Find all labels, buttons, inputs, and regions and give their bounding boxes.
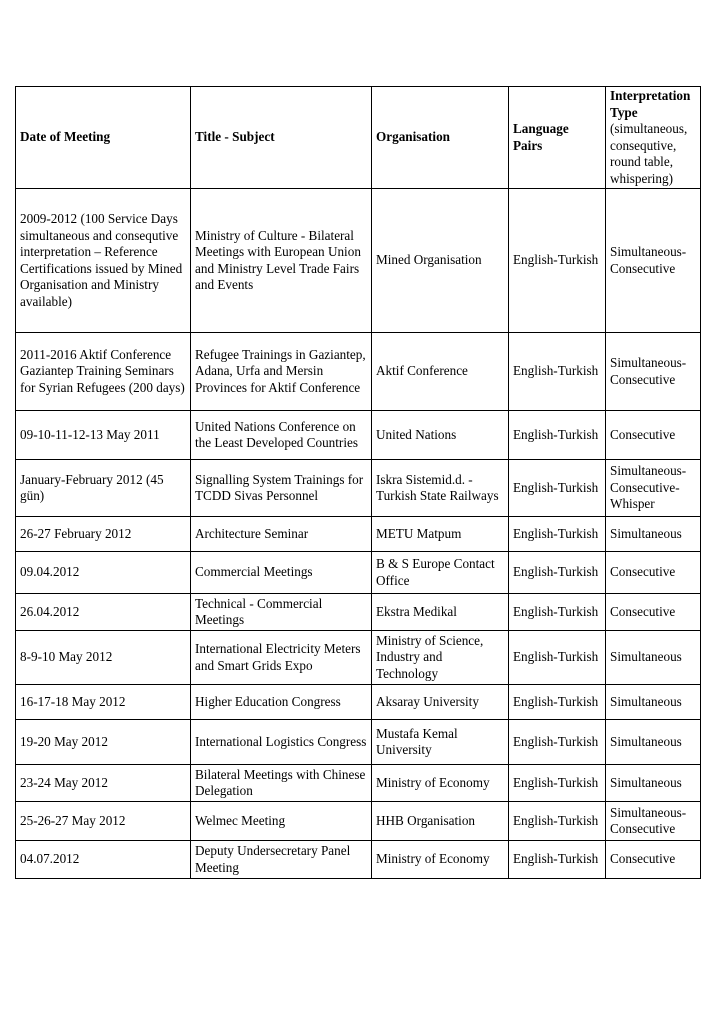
header-interpretation-label: Interpretation Type xyxy=(610,88,691,120)
cell-interpretation-type: Simultaneous xyxy=(606,720,701,765)
cell-organisation: Aktif Conference xyxy=(372,333,509,411)
cell-date: 16-17-18 May 2012 xyxy=(16,685,191,720)
cell-interpretation-type: Consecutive xyxy=(606,594,701,631)
cell-language: English-Turkish xyxy=(509,631,606,685)
cell-organisation: Ministry of Science, Industry and Technology xyxy=(372,631,509,685)
cell-date: 09.04.2012 xyxy=(16,552,191,594)
cell-language: English-Turkish xyxy=(509,765,606,802)
header-interpretation xyxy=(606,87,701,189)
cell-date: January-February 2012 (45 gün) xyxy=(16,460,191,517)
cell-interpretation-type: Simultaneous-Consecutive xyxy=(606,333,701,411)
cell-date: 26-27 February 2012 xyxy=(16,517,191,552)
cell-language: English-Turkish xyxy=(509,594,606,631)
table-row xyxy=(16,631,701,685)
cell-title: Technical - Commercial Meetings xyxy=(191,594,372,631)
header-row xyxy=(16,87,701,189)
cell-organisation: Mined Organisation xyxy=(372,189,509,333)
cell-interpretation-type: Simultaneous-Consecutive-Whisper xyxy=(606,460,701,517)
cell-interpretation-type: Simultaneous xyxy=(606,685,701,720)
table-row xyxy=(16,552,701,594)
cell-date: 2011-2016 Aktif Conference Gaziantep Training Seminars for Syrian Refugees (200 days) xyxy=(16,333,191,411)
cell-organisation: Iskra Sistemid.d. - Turkish State Railways xyxy=(372,460,509,517)
cell-title: Deputy Undersecretary Panel Meeting xyxy=(191,841,372,879)
cell-date: 25-26-27 May 2012 xyxy=(16,802,191,841)
cell-title: Signalling System Trainings for TCDD Sivas Personnel xyxy=(191,460,372,517)
cell-date: 23-24 May 2012 xyxy=(16,765,191,802)
cell-title: Architecture Seminar xyxy=(191,517,372,552)
table-row xyxy=(16,765,701,802)
cell-date: 09-10-11-12-13 May 2011 xyxy=(16,411,191,460)
table-row xyxy=(16,411,701,460)
cell-title: Refugee Trainings in Gaziantep, Adana, Urfa and Mersin Provinces for Aktif Conference xyxy=(191,333,372,411)
cell-organisation: Ministry of Economy xyxy=(372,841,509,879)
cell-organisation: HHB Organisation xyxy=(372,802,509,841)
table-row xyxy=(16,189,701,333)
header-language: Language Pairs xyxy=(509,87,606,189)
header-date: Date of Meeting xyxy=(16,87,191,189)
cell-title: International Logistics Congress xyxy=(191,720,372,765)
meetings-table xyxy=(15,86,701,879)
cell-date: 19-20 May 2012 xyxy=(16,720,191,765)
table-body xyxy=(16,189,701,879)
cell-title: Bilateral Meetings with Chinese Delegation xyxy=(191,765,372,802)
cell-title: International Electricity Meters and Smart Grids Expo xyxy=(191,631,372,685)
cell-language: English-Turkish xyxy=(509,189,606,333)
cell-organisation: Ekstra Medikal xyxy=(372,594,509,631)
table-row xyxy=(16,841,701,879)
cell-interpretation-type: Consecutive xyxy=(606,841,701,879)
cell-organisation: B & S Europe Contact Office xyxy=(372,552,509,594)
table-row xyxy=(16,594,701,631)
cell-interpretation-type: Consecutive xyxy=(606,411,701,460)
cell-language: English-Turkish xyxy=(509,460,606,517)
header-organisation: Organisation xyxy=(372,87,509,189)
cell-language: English-Turkish xyxy=(509,411,606,460)
cell-title: Welmec Meeting xyxy=(191,802,372,841)
cell-language: English-Turkish xyxy=(509,517,606,552)
cell-organisation: Mustafa Kemal University xyxy=(372,720,509,765)
cell-title: Commercial Meetings xyxy=(191,552,372,594)
cell-language: English-Turkish xyxy=(509,333,606,411)
cell-date: 04.07.2012 xyxy=(16,841,191,879)
cell-interpretation-type: Simultaneous-Consecutive xyxy=(606,189,701,333)
cell-date: 26.04.2012 xyxy=(16,594,191,631)
cell-organisation: METU Matpum xyxy=(372,517,509,552)
cell-interpretation-type: Consecutive xyxy=(606,552,701,594)
cell-language: English-Turkish xyxy=(509,685,606,720)
cell-interpretation-type: Simultaneous xyxy=(606,765,701,802)
cell-organisation: Aksaray University xyxy=(372,685,509,720)
cell-language: English-Turkish xyxy=(509,802,606,841)
cell-organisation: Ministry of Economy xyxy=(372,765,509,802)
cell-interpretation-type: Simultaneous xyxy=(606,631,701,685)
cell-title: Higher Education Congress xyxy=(191,685,372,720)
cell-interpretation-type: Simultaneous xyxy=(606,517,701,552)
cell-title: Ministry of Culture - Bilateral Meetings with European Union and Ministry Level Trade Fairs and Events xyxy=(191,189,372,333)
table-row xyxy=(16,460,701,517)
table-row xyxy=(16,685,701,720)
header-title: Title - Subject xyxy=(191,87,372,189)
cell-language: English-Turkish xyxy=(509,841,606,879)
cell-organisation: United Nations xyxy=(372,411,509,460)
table-row xyxy=(16,517,701,552)
cell-title: United Nations Conference on the Least Developed Countries xyxy=(191,411,372,460)
cell-date: 2009-2012 (100 Service Days simultaneous and consequtive interpretation – Reference Certifications issued by Mined Organisation and Ministry available) xyxy=(16,189,191,333)
table-row xyxy=(16,333,701,411)
cell-interpretation-type: Simultaneous-Consecutive xyxy=(606,802,701,841)
header-interpretation-sub: (simultaneous, consequtive, round table, whispering) xyxy=(610,121,688,186)
cell-language: English-Turkish xyxy=(509,552,606,594)
table-row xyxy=(16,720,701,765)
cell-language: English-Turkish xyxy=(509,720,606,765)
cell-date: 8-9-10 May 2012 xyxy=(16,631,191,685)
table-row xyxy=(16,802,701,841)
